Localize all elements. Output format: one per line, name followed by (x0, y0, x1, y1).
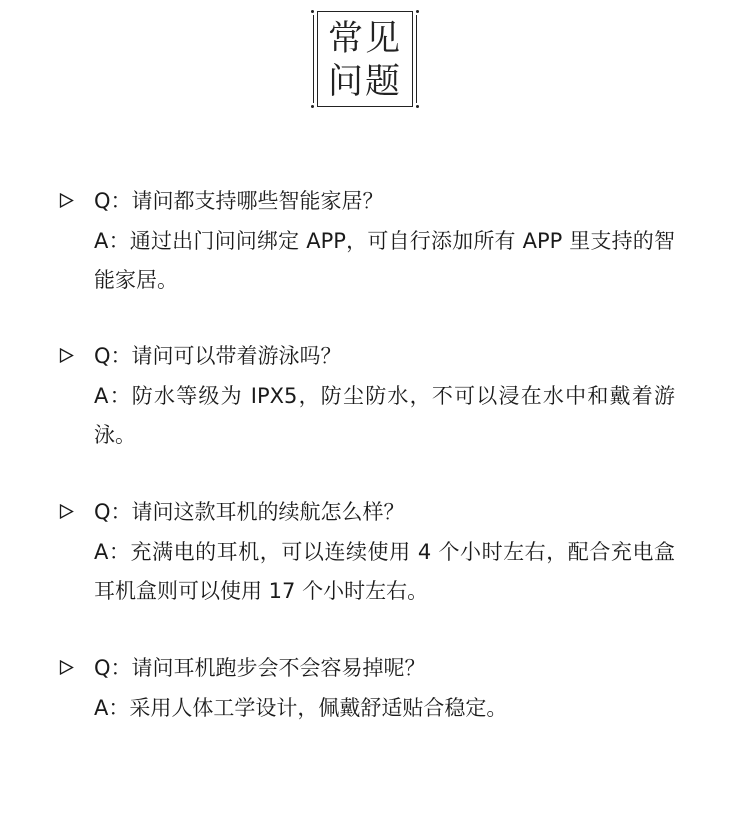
triangle-right-icon (59, 193, 74, 208)
faq-answer: A：通过出门问问绑定 APP，可自行添加所有 APP 里支持的智能家居。 (94, 229, 675, 292)
faq-question: Q：请问可以带着游泳吗？ (94, 344, 342, 368)
corner-dot (311, 105, 314, 108)
faq-question: Q：请问这款耳机的续航怎么样？ (94, 500, 405, 524)
triangle-right-icon (59, 660, 74, 675)
page-title-frame (317, 11, 413, 107)
faq-question: Q：请问耳机跑步会不会容易掉呢？ (94, 656, 426, 680)
faq-answer: A：采用人体工学设计，佩戴舒适贴合稳定。 (94, 696, 508, 720)
page-title-line-2: 问题 (327, 62, 402, 102)
faq-answer: A：防水等级为 IPX5，防尘防水，不可以浸在水中和戴着游泳。 (94, 384, 675, 447)
faq-question: Q：请问都支持哪些智能家居？ (94, 189, 384, 213)
corner-dot (416, 10, 419, 13)
corner-dot (311, 10, 314, 13)
triangle-right-icon (59, 348, 74, 363)
page-title-line-1: 常见 (327, 19, 402, 59)
faq-answer: A：充满电的耳机，可以连续使用 4 个小时左右，配合充电盒耳机盒则可以使用 17 个小时左右。 (94, 540, 675, 603)
triangle-right-icon (59, 504, 74, 519)
corner-dot (416, 105, 419, 108)
